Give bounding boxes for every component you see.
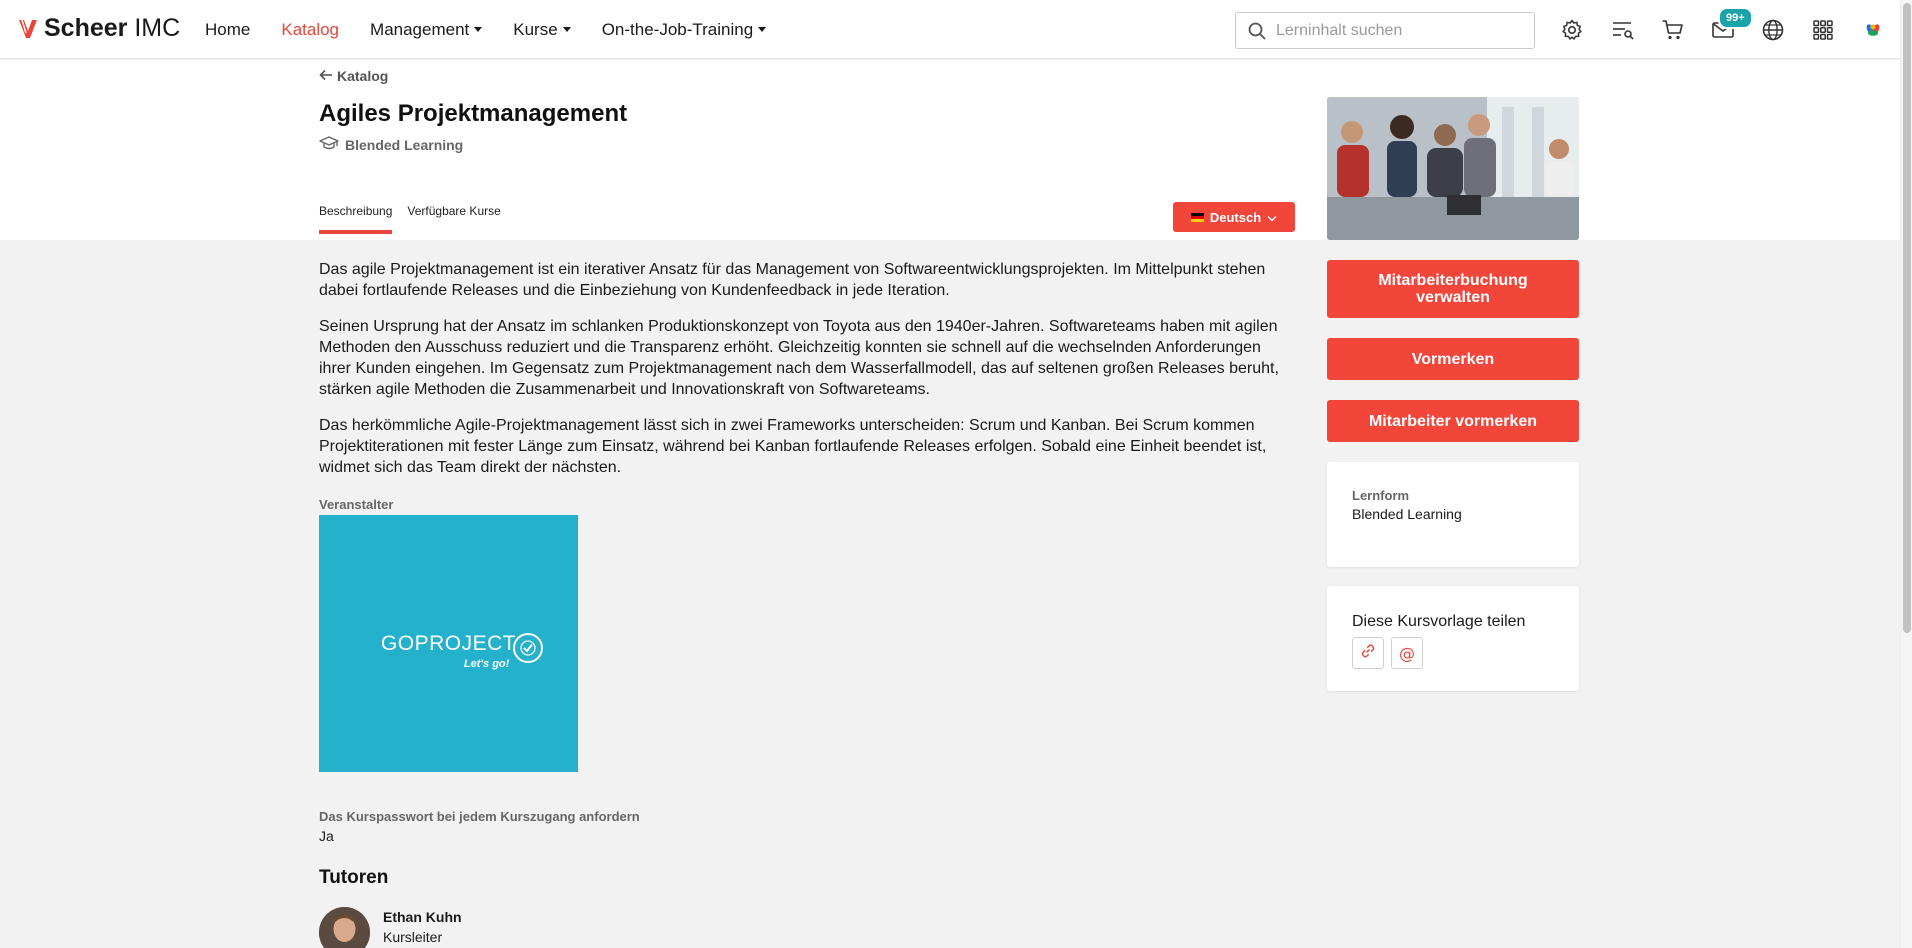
learning-format-value: Blended Learning — [1352, 506, 1462, 522]
link-icon — [1360, 643, 1376, 664]
description-paragraph: Das herkömmliche Agile-Projektmanagement lässt sich in zwei Frameworks unterscheiden: Scrum und Kanban. Bei Scrum kommen Projektiterationen mit fester Länge zum Einsatz, während bei Kanban fortlaufende Releases erfolgen. Sobald eine Einheit beendet ist, widmet sich das Team direkt der nächsten. — [319, 417, 1267, 476]
description-paragraph: Das agile Projektmanagement ist ein iterativer Ansatz für das Management von Softwareentwicklungsprojekten. Im Mittelpunkt stehen dabei fortlaufende Releases und die Einbeziehung von Kundenfeedback in jede Iteration. — [319, 261, 1266, 299]
course-type-label: Blended Learning — [345, 136, 464, 153]
tab-verfuegbare-kurse[interactable]: Verfügbare Kurse — [407, 204, 501, 218]
chevron-down-icon — [1267, 210, 1277, 225]
tutors-heading: Tutoren — [319, 867, 389, 888]
goproject-logo — [380, 631, 517, 670]
nav-item-on-the-job-training[interactable] — [602, 20, 767, 40]
button-label: Mitarbeiter vormerken — [1368, 412, 1538, 430]
search-icon — [1248, 22, 1266, 45]
mail-count-badge: 99+ — [1718, 7, 1753, 29]
language-label: Deutsch — [1209, 209, 1262, 225]
page-scrollbar[interactable] — [1900, 0, 1912, 948]
top-bar — [0, 0, 1900, 59]
cart-icon[interactable] — [1661, 18, 1685, 42]
reserve-button[interactable] — [1327, 338, 1579, 380]
nav-label: On-the-Job-Training — [601, 19, 754, 39]
checkmark-seal-icon — [513, 633, 543, 663]
nav-item-kurse[interactable] — [513, 20, 570, 40]
nav-item-katalog[interactable] — [281, 20, 339, 40]
share-card — [1327, 586, 1579, 691]
tutor-role: Kursleiter — [383, 929, 443, 945]
tutor-name[interactable]: Ethan Kuhn — [383, 909, 462, 925]
brand-logo[interactable] — [18, 14, 180, 43]
caret-down-icon — [563, 27, 571, 32]
color-logo-icon[interactable] — [1861, 18, 1885, 42]
copy-link-button[interactable] — [1352, 637, 1384, 669]
button-label: Vormerken — [1411, 350, 1495, 368]
course-tabs — [319, 204, 501, 234]
search-input[interactable] — [1276, 22, 1516, 40]
globe-icon[interactable] — [1761, 18, 1785, 42]
organizer-label: Veranstalter — [319, 497, 394, 512]
share-actions — [1352, 637, 1554, 669]
playlist-search-icon[interactable] — [1611, 18, 1635, 42]
share-email-button[interactable] — [1391, 637, 1423, 669]
manage-employee-booking-button[interactable] — [1327, 260, 1579, 318]
arrow-left-icon — [319, 68, 333, 84]
brand-name-bold: Scheer — [44, 14, 128, 42]
course-header — [0, 60, 1900, 240]
password-setting-label: Das Kurspasswort bei jedem Kurszugang anfordern — [319, 809, 640, 824]
back-link-label: Katalog — [337, 68, 389, 84]
organizer-logo-image[interactable] — [319, 515, 578, 772]
caret-down-icon — [758, 27, 766, 32]
page-title: Agiles Projektmanagement — [319, 100, 628, 127]
share-title: Diese Kursvorlage teilen — [1352, 613, 1526, 630]
nav-label: Home — [205, 19, 251, 39]
logo-tagline: Let's go! — [463, 657, 510, 670]
language-select[interactable] — [1173, 202, 1295, 232]
apps-grid-icon[interactable] — [1811, 18, 1835, 42]
button-label: Mitarbeiterbuchung verwalten — [1378, 272, 1528, 306]
search-box — [1235, 12, 1535, 49]
course-description — [319, 259, 1294, 493]
scheer-logo-icon — [18, 17, 38, 41]
nav-item-management[interactable] — [370, 20, 482, 40]
nav-item-home[interactable] — [205, 20, 250, 40]
back-to-catalog-link[interactable] — [319, 68, 388, 84]
description-paragraph: Seinen Ursprung hat der Ansatz im schlanken Produktionskonzept von Toyota aus den 1940er-Jahren. Softwareteams haben mit agilen Methoden den Ausschuss reduziert und die Transparenz erhöht. Gleichzeitig konnten sie schnell auf die wechselnden Anforderungen ihrer Kunden eingehen. Im Gegensatz zum Projektmanagement nach dem Wasserfallmodell, das auf seltenen großen Releases beruht, stärken agile Methoden die Zusammenarbeit und Innovationskraft von Softwareteams. — [319, 318, 1279, 398]
german-flag-icon — [1191, 213, 1204, 222]
gear-icon[interactable] — [1560, 18, 1584, 42]
avatar[interactable] — [319, 907, 370, 948]
learning-format-label: Lernform — [1352, 488, 1410, 503]
logo-text: GOPROJECT — [380, 631, 517, 655]
course-type — [319, 135, 463, 154]
learning-format-card — [1327, 462, 1579, 567]
at-icon: @ — [1399, 643, 1415, 663]
graduation-cap-icon — [319, 135, 339, 154]
password-setting-value: Ja — [319, 828, 334, 844]
main-nav — [205, 0, 797, 59]
reserve-employee-button[interactable] — [1327, 400, 1579, 442]
nav-label: Management — [370, 19, 470, 39]
nav-label: Katalog — [281, 19, 340, 39]
brand-name-light: IMC — [134, 14, 181, 42]
caret-down-icon — [474, 27, 482, 32]
course-hero-image — [1327, 97, 1579, 240]
tab-beschreibung[interactable]: Beschreibung — [319, 204, 392, 234]
scrollbar-thumb[interactable] — [1903, 3, 1911, 633]
nav-label: Kurse — [513, 19, 558, 39]
